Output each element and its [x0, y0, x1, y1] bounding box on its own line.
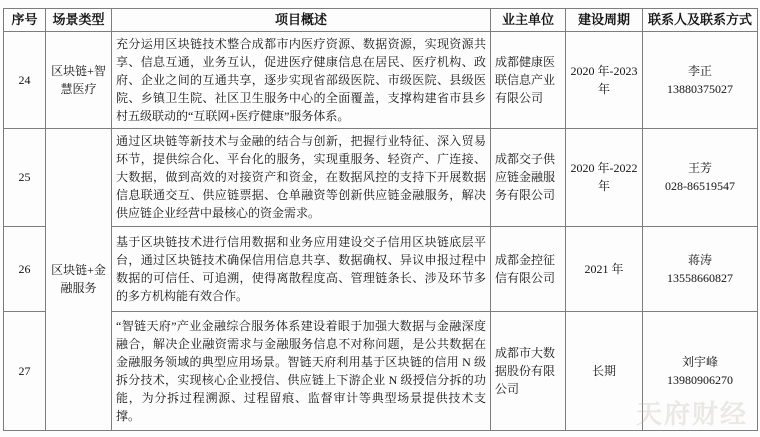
watermark: 天府财经: [635, 400, 748, 429]
owner-unit: 成都金控征信有限公司: [491, 226, 566, 311]
project-overview: “智链天府”产业金融综合服务体系建设着眼于加强大数据与金融深度融合，解决企业融资需求与金融服务信息不对称问题，是公共数据在金融服务领域的典型应用场景。智链天府利用基于区块链的信用 N 级拆分技术，实现核心企业授信、供应链上下游企业 N 级授信分拆的功能，为分拆过程溯源、过程留痕、监督审计等典型场景提供技术支撑。: [112, 311, 491, 430]
header-index: 序号: [4, 9, 46, 32]
owner-unit: 成都交子供应链金融服务有限公司: [491, 128, 566, 226]
row-index: 25: [4, 128, 46, 226]
table-row-26: [4, 226, 758, 311]
header-scene-type: 场景类型: [46, 9, 112, 32]
project-overview: 通过区块链等新技术与金融的结合与创新，把握行业特征、深入贸易环节，提供综合化、平台化的服务，实现重服务、轻资产、广连接、大数据，做到高效的对接资产和资金，在数据风控的支持下开展数据信息联通交互、供应链票据、仓单融资等创新供应链金融服务，解决供应链企业经营中最核心的资金需求。: [112, 128, 491, 226]
build-period: 长期: [566, 311, 643, 430]
contact-cell: [643, 128, 758, 226]
contact-name: 蒋涛: [687, 252, 712, 267]
header-period: 建设周期: [566, 9, 643, 32]
row-index: 26: [4, 226, 46, 311]
project-table: [3, 8, 758, 431]
owner-unit: 成都市大数据股份有限公司: [491, 311, 566, 430]
scene-type: 区块链+智慧医疗: [46, 31, 112, 128]
header-row: [4, 9, 758, 32]
contact-name: 刘宇峰: [681, 354, 718, 369]
contact-phone: 13558660827: [667, 270, 733, 285]
owner-unit: 成都健康医联信息产业有限公司: [491, 31, 566, 128]
contact-phone: 13880375027: [667, 81, 733, 96]
table-row-27: [4, 311, 758, 430]
build-period: 2020 年-2023 年: [566, 31, 643, 128]
row-index: 27: [4, 311, 46, 430]
build-period: 2020 年-2022 年: [566, 128, 643, 226]
header-overview: 项目概述: [112, 9, 491, 32]
contact-name: 王芳: [687, 161, 712, 175]
contact-name: 李正: [687, 63, 712, 78]
contact-cell: [643, 31, 758, 128]
table-row-25: [4, 128, 758, 226]
build-period: 2021 年: [566, 226, 643, 311]
contact-cell: [643, 226, 758, 311]
contact-cell: [643, 311, 758, 430]
table-row-24: [4, 31, 758, 128]
header-contact: 联系人及联系方式: [643, 9, 758, 32]
header-owner-unit: 业主单位: [491, 9, 566, 32]
project-overview: 基于区块链技术进行信用数据和业务应用建设交子信用区块链底层平台，通过区块链技术确保信用信息共享、数据确权、异议申报过程中数据的可信任、可追溯，使得离散程度高、管理链条长、涉及环节多的多方机构能有效合作。: [112, 226, 491, 311]
contact-phone: 028-86519547: [665, 179, 735, 193]
row-index: 24: [4, 31, 46, 128]
scene-type-merged: 区块链+金融服务: [46, 128, 112, 430]
contact-phone: 13980906270: [667, 372, 733, 387]
project-overview: 充分运用区块链技术整合成都市内医疗资源、数据资源，实现资源共享、信息互通，业务互认，促进医疗健康信息在居民、医疗机构、政府、企业之间的互通共享，逐步实现省部级医院、市级医院、县级医院、乡镇卫生院、社区卫生服务中心的全面覆盖，支撑构建省市县乡村五级联动的“互联网+医疗健康”服务体系。: [112, 31, 491, 128]
